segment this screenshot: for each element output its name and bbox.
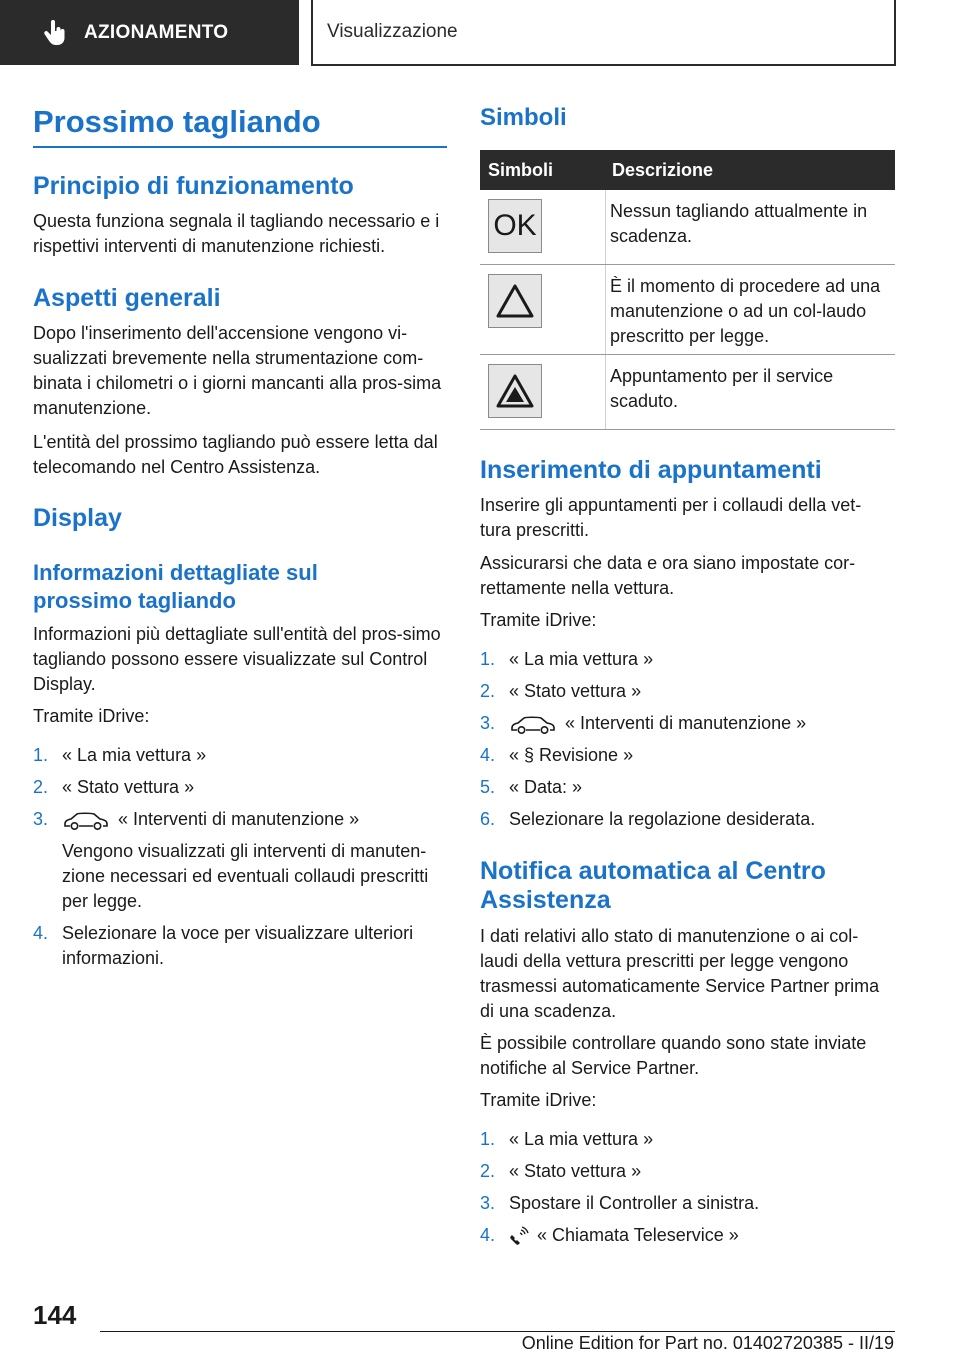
general-text-2: L'entità del prossimo tagliando può essere letta dal telecomando nel Centro Assistenza. <box>33 432 438 477</box>
display-heading: Display <box>33 504 122 532</box>
ok-symbol: OK <box>488 199 542 253</box>
list-item: 4. Selezionare la voce per visualizzare ulteriori informazioni. <box>33 923 414 968</box>
list-item: 5. « Data: » <box>480 777 583 797</box>
details-text: Informazioni più dettagliate sull'entità del pros-simo tagliando possono essere visualizzate sul Control Display. <box>33 624 441 694</box>
symbols-table <box>480 150 895 430</box>
principle-heading: Principio di funzionamento <box>33 172 354 200</box>
table-header <box>480 150 895 190</box>
car-icon <box>509 714 557 734</box>
section-tab[interactable] <box>0 0 299 65</box>
list-item: 2. « Stato vettura » <box>480 681 642 701</box>
notify-heading: Notifica automatica al Centro Assistenza <box>480 857 826 914</box>
footer-rule <box>100 1331 895 1332</box>
list-item: 1. « La mia vettura » <box>480 649 654 669</box>
details-heading: Informazioni dettagliate sul prossimo tagliando <box>33 560 318 613</box>
principle-text: Questa funziona segnala il tagliando necessario e i rispettivi interventi di manutenzione richiesti. <box>33 211 440 256</box>
page-title: Prossimo tagliando <box>33 104 321 139</box>
list-item: 4. « Chiamata Teleservice » <box>480 1225 739 1245</box>
appointments-heading: Inserimento di appuntamenti <box>480 456 822 484</box>
table-cell-desc: Nessun tagliando attualmente in scadenza. <box>610 201 868 246</box>
table-cell-desc: È il momento di procedere ad una manutenzione o ad un col-laudo prescritto per legge. <box>610 276 881 346</box>
appointments-text-2: Assicurarsi che data e ora siano impostate cor-rettamente nella vettura. <box>480 553 856 598</box>
footer-edition: Online Edition for Part no. 01402720385 - II/19 <box>521 1333 894 1353</box>
col-header-symbols: Simboli <box>488 159 554 180</box>
general-heading: Aspetti generali <box>33 284 221 312</box>
table-row <box>480 190 895 265</box>
symbols-heading: Simboli <box>480 104 567 131</box>
teleservice-icon <box>509 1226 529 1246</box>
notify-text-1: I dati relativi allo stato di manutenzione o ai col-laudi della vettura prescritti per legge vengono trasmessi automaticamente Service Partner prima di una scadenza. <box>480 926 880 1021</box>
warning-triangle-filled-icon <box>495 373 535 409</box>
steps-right-2 <box>480 1127 895 1255</box>
list-item: 1. « La mia vettura » <box>33 745 207 765</box>
hand-pointer-icon <box>40 18 70 48</box>
table-row <box>480 265 895 355</box>
general-text-1: Dopo l'inserimento dell'accensione vengono vi-sualizzati brevemente nella strumentazione com-binata i chilometri o i giorni mancanti alla pros-sima manutenzione. <box>33 323 442 418</box>
title-rule <box>33 146 447 148</box>
list-item: 2. « Stato vettura » <box>480 1161 642 1181</box>
chapter-tab[interactable] <box>311 0 896 66</box>
appointments-text-1: Inserire gli appuntamenti per i collaudi della vet-tura prescritti. <box>480 495 862 540</box>
steps-left <box>33 743 451 978</box>
list-item: 2. « Stato vettura » <box>33 777 195 797</box>
table-cell-desc: Appuntamento per il service scaduto. <box>610 366 834 411</box>
page-number: 144 <box>33 1300 77 1330</box>
notify-text-2: È possibile controllare quando sono state inviate notifiche al Service Partner. <box>480 1033 867 1078</box>
list-item: 1. « La mia vettura » <box>480 1129 654 1149</box>
chapter-label: Visualizzazione <box>327 21 458 42</box>
via-idrive-right: Tramite iDrive: <box>480 610 597 630</box>
list-item: 4. « § Revisione » <box>480 745 634 765</box>
list-item: 6. Selezionare la regolazione desiderata. <box>480 809 816 829</box>
warning-triangle-icon <box>495 283 535 319</box>
list-item: 3. « Interventi di manutenzione » <box>480 713 807 733</box>
section-label: AZIONAMENTO <box>84 21 229 43</box>
steps-right <box>480 647 895 839</box>
list-item: 3. Spostare il Controller a sinistra. <box>480 1193 760 1213</box>
via-idrive-left: Tramite iDrive: <box>33 706 150 726</box>
list-item: 3. « Interventi di manutenzione » Vengono visualizzati gli interventi di manuten-zione necessari ed eventuali collaudi prescritti per legge. <box>33 809 429 911</box>
table-row <box>480 355 895 430</box>
via-idrive-right-2: Tramite iDrive: <box>480 1090 597 1110</box>
col-header-description: Descrizione <box>612 159 714 180</box>
car-icon <box>62 810 110 830</box>
